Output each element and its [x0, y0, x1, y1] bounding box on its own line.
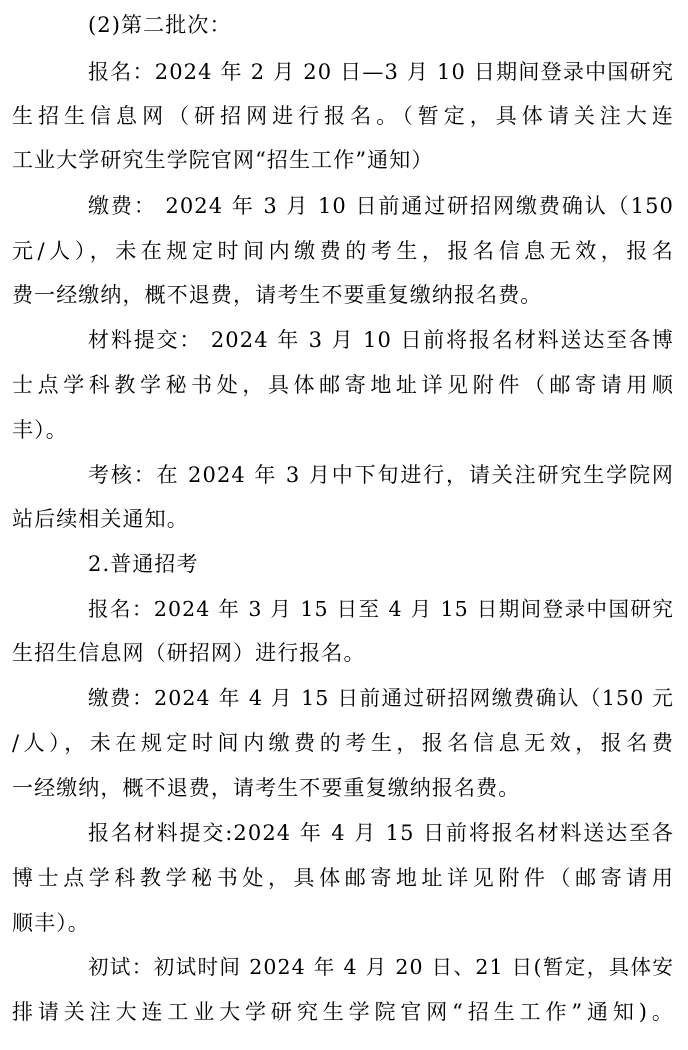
text-line: 站后续相关通知。	[12, 507, 189, 531]
text-line: 报名：2024 年 2 月 20 日—3 月 10 日期间登录中国研究	[88, 60, 674, 84]
text-line: 报名：2024 年 3 月 15 日至 4 月 15 日期间登录中国研究	[88, 597, 674, 621]
text-line: 生招生信息网（研招网）进行报名。	[12, 641, 366, 665]
text-line: 元/人），未在规定时间内缴费的考生，报名信息无效，报名	[12, 239, 674, 263]
text-line: 缴费：2024 年 4 月 15 日前通过研招网缴费确认（150 元	[88, 686, 674, 710]
text-line: 生招生信息网（研招网进行报名。（暂定，具体请关注大连	[12, 104, 674, 128]
text-line: 考核：在 2024 年 3 月中下旬进行，请关注研究生学院网	[88, 463, 674, 487]
section-heading-general-admission: 2.普通招考	[88, 552, 199, 576]
text-line: 材料提交： 2024 年 3 月 10 日前将报名材料送达至各博	[88, 328, 674, 352]
text-line: 报名材料提交:2024 年 4 月 15 日前将报名材料送达至各	[88, 821, 674, 845]
text-line: /人），未在规定时间内缴费的考生，报名信息无效，报名费	[12, 731, 674, 755]
text-line: 费一经缴纳，概不退费，请考生不要重复缴纳报名费。	[12, 283, 543, 307]
text-line: 一经缴纳，概不退费，请考生不要重复缴纳报名费。	[12, 776, 521, 800]
text-line: 士点学科教学秘书处，具体邮寄地址详见附件（邮寄请用顺	[12, 373, 674, 397]
text-line: 博士点学科教学秘书处，具体邮寄地址详见附件（邮寄请用	[12, 866, 674, 890]
subsection-heading-second-batch: (2)第二批次：	[88, 13, 232, 37]
text-line: 工业大学研究生学院官网“招生工作”通知）	[12, 148, 434, 172]
text-line: 缴费： 2024 年 3 月 10 日前通过研招网缴费确认（150	[88, 194, 674, 218]
text-line: 丰）。	[12, 418, 68, 442]
text-line: 顺丰）。	[12, 911, 90, 935]
text-line: 排请关注大连工业大学研究生学院官网“招生工作”通知)。	[12, 1000, 674, 1024]
text-line: 初试：初试时间 2024 年 4 月 20 日、21 日(暂定，具体安	[88, 955, 674, 979]
